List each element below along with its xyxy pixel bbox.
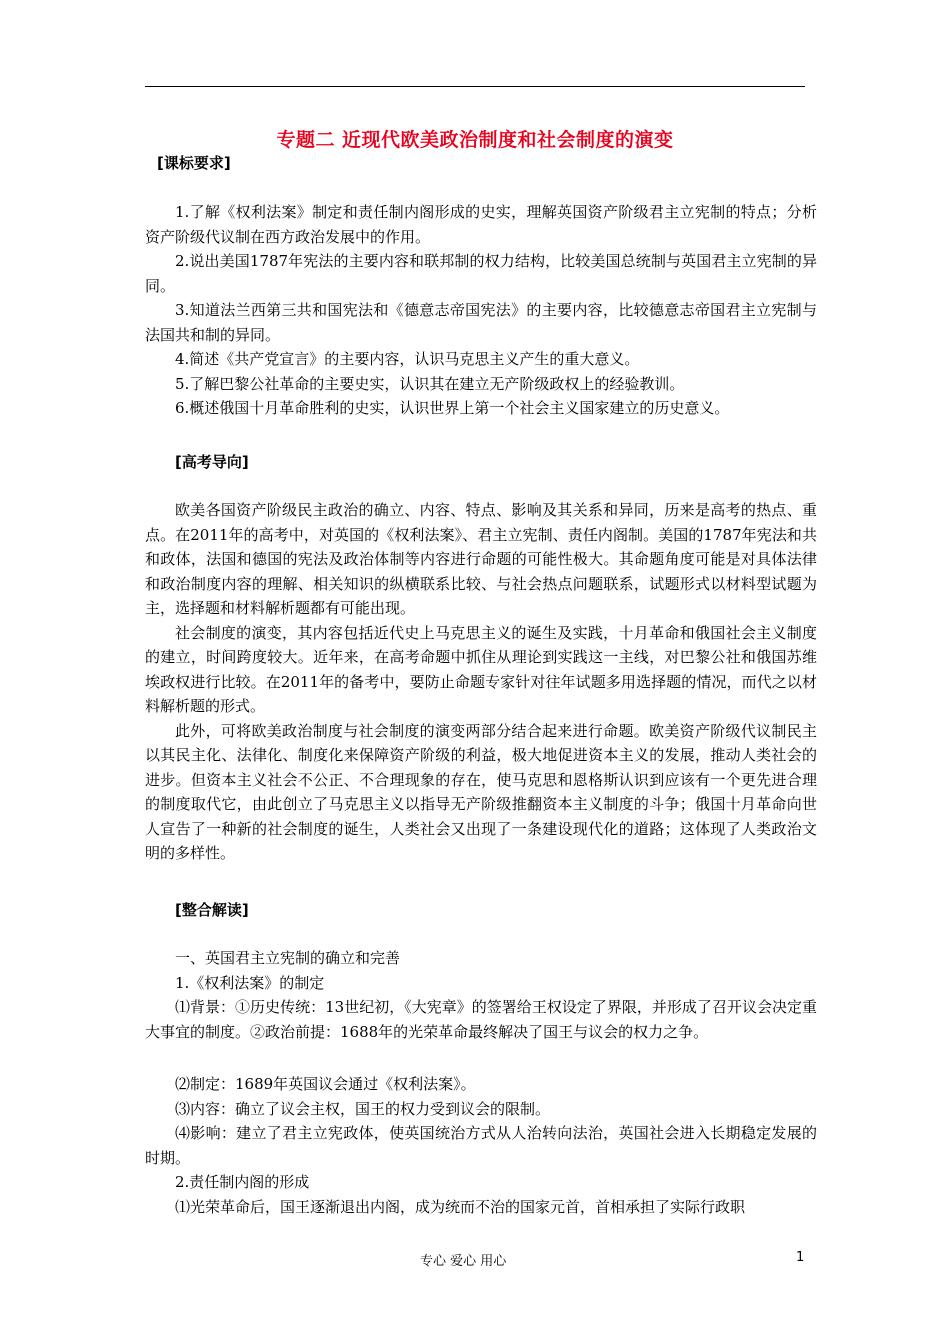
page-number: 1: [796, 1250, 805, 1265]
impact-paragraph: ⑷影响：建立了君主立宪政体，使英国统治方式从人治转向法治，英国社会进入长期稳定发展的时期。: [145, 1124, 817, 1167]
guidance-paragraph: 欧美各国资产阶级民主政治的确立、内容、特点、影响及其关系和异同，历来是高考的热点、重点。在2011年的高考中，对英国的《权利法案》、君主立宪制、责任内阁制。美国的1787年宪法和共和政体，法国和德国的宪法及政治体制等内容进行命题的可能性极大。其命题角度可能是对具体法律和政治制度内容的理解、相关知识的纵横联系比较、与社会热点问题联系，试题形式以材料型试题为主，选择题和材料解析题都有可能出现。: [145, 501, 817, 617]
requirement-item: 5.了解巴黎公社革命的主要史实，认识其在建立无产阶级政权上的经验教训。: [175, 374, 685, 393]
cabinet-paragraph: ⑴光荣革命后，国王逐渐退出内阁，成为统而不治的国家元首，首相承担了实际行政职: [175, 1197, 746, 1216]
background-paragraph: ⑴背景：①历史传统：13世纪初，《大宪章》的签署给王权设定了界限，并形成了召开议会决定重大事宜的制度。②政治前提：1688年的光荣革命最终解决了国王与议会的权力之争。: [145, 998, 817, 1041]
guidance-text: [145, 498, 817, 866]
heading-requirements: [课标要求]: [157, 154, 231, 172]
heading-interpretation: [整合解读]: [175, 901, 249, 919]
subsection-title: 2.责任制内阁的形成: [175, 1173, 310, 1191]
requirement-item: 3.知道法兰西第三共和国宪法和《德意志帝国宪法》的主要内容，比较德意志帝国君主立宪制与法国共和制的异同。: [145, 301, 817, 344]
guidance-paragraph: 此外，可将欧美政治制度与社会制度的演变两部分结合起来进行命题。欧美资产阶级代议制民主以其民主化、法律化、制度化来保障资产阶级的利益，极大地促进资本主义的发展，推动人类社会的进步。但资本主义社会不公正、不合理现象的存在，使马克思和恩格斯认识到应该有一个更先进合理的制度取代它，由此创立了马克思主义以指导无产阶级推翻资本主义制度的斗争；俄国十月革命向世人宣告了一种新的社会制度的诞生，人类社会又出现了一条建设现代化的道路；这体现了人类政治文明的多样性。: [145, 721, 817, 862]
interpretation-part1: [145, 946, 817, 1044]
content-line: ⑶内容：确立了议会主权，国王的权力受到议会的限制。: [175, 1099, 551, 1118]
document-title: 专题二 近现代欧美政治制度和社会制度的演变: [276, 129, 674, 151]
guidance-paragraph: 社会制度的演变，其内容包括近代史上马克思主义的诞生及实践，十月革命和俄国社会主义制度的建立，时间跨度较大。近年来，在高考命题中抓住从理论到实践这一主线，对巴黎公社和俄国苏维埃政权进行比较。在2011年的备考中，要防止命题专家针对往年试题多用选择题的情况，而代之以材料解析题的形式。: [145, 623, 817, 715]
subsection-title: 1.《权利法案》的制定: [175, 973, 325, 992]
interpretation-part2: [145, 1072, 817, 1219]
footer-motto: 专心 爱心 用心: [420, 1254, 507, 1269]
requirements-list: [145, 200, 817, 421]
section-title: 一、英国君主立宪制的确立和完善: [175, 949, 401, 967]
enactment-line: ⑵制定：1689年英国议会通过《权利法案》。: [175, 1075, 476, 1093]
requirement-item: 2.说出美国1787年宪法的主要内容和联邦制的权力结构，比较美国总统制与英国君主立宪制的异同。: [145, 252, 817, 295]
heading-guidance: [高考导向]: [175, 453, 249, 471]
requirement-item: 4.简述《共产党宣言》的主要内容，认识马克思主义产生的重大意义。: [175, 350, 640, 368]
requirement-item: 6.概述俄国十月革命胜利的史实，认识世界上第一个社会主义国家建立的历史意义。: [175, 399, 730, 417]
requirement-item: 1.了解《权利法案》制定和责任制内阁形成的史实，理解英国资产阶级君主立宪制的特点；分析资产阶级代议制在西方政治发展中的作用。: [145, 203, 817, 246]
header-rule: [145, 86, 805, 87]
